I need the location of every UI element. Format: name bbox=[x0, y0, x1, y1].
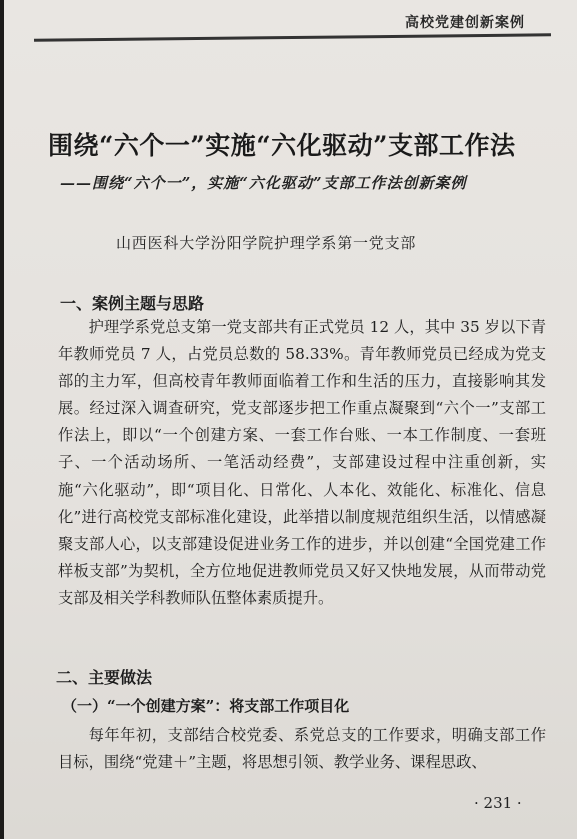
subsection-heading: （一）“一个创建方案”：将支部工作项目化 bbox=[62, 697, 350, 715]
article-subtitle: ——围绕“六个一”，实施“六化驱动”支部工作法创新案例 bbox=[60, 174, 467, 192]
section-2-paragraph: 每年年初，支部结合校党委、系党总支的工作要求，明确支部工作目标，围绕“党建＋”主题，将思想引领、教学业务、课程思政、 bbox=[58, 726, 546, 772]
page-number: · 231 · bbox=[474, 794, 522, 812]
section-heading-2: 二、主要做法 bbox=[56, 668, 153, 687]
header-rule bbox=[34, 33, 551, 41]
author-organization: 山西医科大学汾阳学院护理学系第一党支部 bbox=[116, 234, 417, 252]
section-heading-1: 一、案例主题与思路 bbox=[60, 294, 205, 313]
running-head: 高校党建创新案例 bbox=[405, 15, 525, 31]
section-1-paragraph: 护理学系党总支第一党支部共有正式党员 12 人，其中 35 岁以下青年教师党员 7 人，占党员总数的 58.33%。青年教师党员已经成为党支部的主力军，但高校青年教师面临着工作和生活的压力，直接影响其发展。经过深入调查研究，党支部逐步把工作重点凝聚到“六个一”支部工作法上，即以“一个创建方案、一套工作台账、一本工作制度、一套班子、一个活动场所、一笔活动经费”，支部建设过程中注重创新，实施“六化驱动”，即“项目化、日常化、人本化、效能化、标准化、信息化”进行高校党支部标准化建设，此举措以制度规范组织生活，以情感凝聚支部人心，以支部建设促进业务工作的进步，并以创建“全国党建工作样板支部”为契机，全方位地促进教师党员又好又快地发展，从而带动党支部及相关学科教师队伍整体素质提升。 bbox=[58, 318, 546, 607]
article-title: 围绕“六个一”实施“六化驱动”支部工作法 bbox=[48, 131, 516, 160]
book-page bbox=[4, 0, 577, 839]
